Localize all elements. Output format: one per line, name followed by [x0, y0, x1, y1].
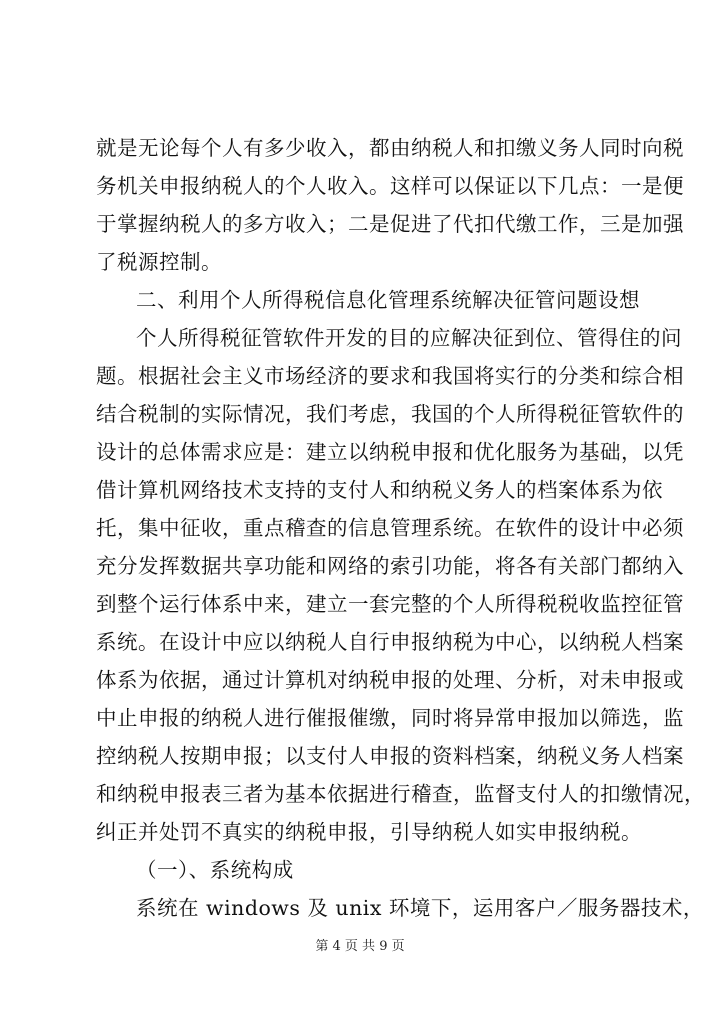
subsection-heading: （一）、系统构成	[136, 858, 294, 882]
body-text-line: 体系为依据，通过计算机对纳税申报的处理、分析，对未申报或	[96, 668, 684, 692]
body-text-line: 就是无论每个人有多少收入，都由纳税人和扣缴义务人同时向税	[96, 136, 684, 160]
body-text-line: 控纳税人按期申报；以支付人申报的资料档案，纳税义务人档案	[96, 744, 684, 768]
body-text-line: 和纳税申报表三者为基本依据进行稽查，监督支付人的扣缴情况，	[96, 782, 705, 806]
body-text-line: 充分发挥数据共享功能和网络的索引功能，将各有关部门都纳入	[96, 554, 684, 578]
body-text-line: 纠正并处罚不真实的纳税申报，引导纳税人如实申报纳税。	[96, 820, 642, 844]
paragraph-first-line: 个人所得税征管软件开发的目的应解决征到位、管得住的问	[136, 326, 682, 350]
paragraph-first-line: 系统在 windows 及 unix 环境下，运用客户／服务器技术，	[136, 896, 704, 920]
body-text-line: 借计算机网络技术支持的支付人和纳税义务人的档案体系为依	[96, 478, 663, 502]
body-text-line: 于掌握纳税人的多方收入；二是促进了代扣代缴工作，三是加强	[96, 212, 684, 236]
body-text-line: 托，集中征收，重点稽查的信息管理系统。在软件的设计中必须	[96, 516, 684, 540]
body-text-line: 设计的总体需求应是：建立以纳税申报和优化服务为基础，以凭	[96, 440, 684, 464]
body-text-line: 到整个运行体系中来，建立一套完整的个人所得税税收监控征管	[96, 592, 684, 616]
body-text-line: 系统。在设计中应以纳税人自行申报纳税为中心，以纳税人档案	[96, 630, 684, 654]
body-text-line: 中止申报的纳税人进行催报催缴，同时将异常申报加以筛选，监	[96, 706, 684, 730]
body-text-line: 结合税制的实际情况，我们考虑，我国的个人所得税征管软件的	[96, 402, 684, 426]
body-text-line: 了税源控制。	[96, 250, 222, 274]
page-number-footer: 第 4 页 共 9 页	[315, 939, 405, 954]
body-text-line: 题。根据社会主义市场经济的要求和我国将实行的分类和综合相	[96, 364, 684, 388]
body-text-line: 务机关申报纳税人的个人收入。这样可以保证以下几点：一是便	[96, 174, 684, 198]
section-heading: 二、利用个人所得税信息化管理系统解决征管问题设想	[136, 288, 640, 312]
